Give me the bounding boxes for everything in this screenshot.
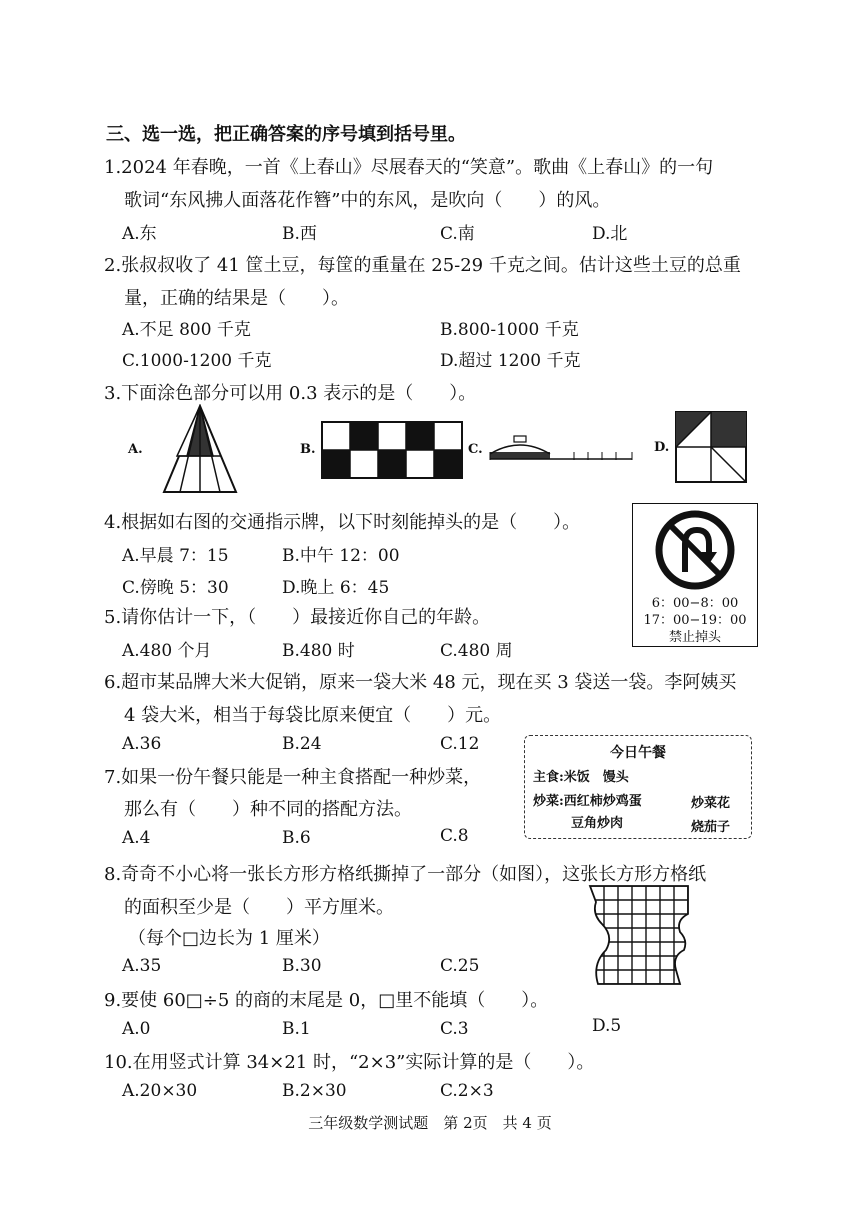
triangle-figure	[160, 404, 240, 494]
question-4-line-1: 4.根据如右图的交通指示牌，以下时刻能掉头的是（ ）。	[104, 512, 581, 533]
menu-dish-2: 豆角炒肉	[571, 816, 624, 831]
menu-dish-2b: 烧茄子	[691, 820, 731, 835]
question-1-line-2: 歌词“东风拂人面落花作簪”中的东风，是吹向（ ）的风。	[124, 190, 611, 211]
question-8-option-b[interactable]: B.30	[282, 956, 322, 976]
question-10-option-b[interactable]: B.2×30	[282, 1081, 347, 1101]
question-9-option-c[interactable]: C.3	[440, 1019, 469, 1039]
question-6-option-a[interactable]: A.36	[122, 734, 162, 754]
question-9-option-d[interactable]: D.5	[592, 1016, 622, 1036]
question-3-option-d[interactable]: D.	[654, 440, 670, 455]
question-1-line-1: 1.2024 年春晚，一首《上春山》尽展春天的“笑意”。歌曲《上春山》的一句	[104, 157, 714, 178]
page-footer: 三年级数学测试题 第 2页 共 4 页	[308, 1114, 552, 1132]
no-u-turn-sign	[632, 503, 758, 647]
menu-staple: 主食:米饭 馒头	[533, 770, 629, 785]
question-3-option-b[interactable]: B.	[300, 442, 316, 457]
square-figure	[674, 410, 748, 484]
question-4-option-a[interactable]: A.早晨 7：15	[122, 546, 229, 566]
menu-title: 今日午餐	[610, 745, 666, 761]
question-2-option-a[interactable]: A.不足 800 千克	[122, 320, 251, 340]
question-7-option-c[interactable]: C.8	[440, 826, 469, 846]
question-9-line-1: 9.要使 60□÷5 的商的末尾是 0，□里不能填（ ）。	[104, 990, 549, 1011]
question-3-option-a[interactable]: A.	[128, 442, 143, 457]
question-9-option-b[interactable]: B.1	[282, 1019, 311, 1039]
sign-caption: 禁止掉头	[668, 630, 721, 645]
question-3-line-1: 3.下面涂色部分可以用 0.3 表示的是（ ）。	[104, 383, 477, 404]
question-2-option-b[interactable]: B.800-1000 千克	[440, 320, 579, 340]
question-5-line-1: 5.请你估计一下，（ ）最接近你自己的年龄。	[104, 607, 491, 628]
question-7-line-2: 那么有（ ）种不同的搭配方法。	[124, 799, 412, 820]
lunch-menu-card	[524, 735, 752, 839]
question-8-line-3: （每个□边长为 1 厘米）	[128, 928, 330, 949]
menu-dish-1: 炒菜:西红柿炒鸡蛋	[533, 794, 642, 809]
question-2-option-c[interactable]: C.1000-1200 千克	[122, 351, 272, 371]
question-3-option-c[interactable]: C.	[468, 442, 483, 457]
sign-time-1: 6：00−8：00	[651, 596, 739, 611]
question-10-option-a[interactable]: A.20×30	[122, 1081, 198, 1101]
question-9-option-a[interactable]: A.0	[122, 1019, 151, 1039]
question-6-line-1: 6.超市某品牌大米大促销，原来一袋大米 48 元，现在买 3 袋送一袋。李阿姨买	[104, 672, 737, 693]
question-8-line-2: 的面积至少是（ ）平方厘米。	[124, 897, 394, 918]
question-10-option-c[interactable]: C.2×3	[440, 1081, 494, 1101]
grid-rectangle-figure	[320, 420, 466, 482]
question-1-option-d[interactable]: D.北	[592, 224, 628, 244]
question-4-option-b[interactable]: B.中午 12：00	[282, 546, 400, 566]
question-7-line-1: 7.如果一份午餐只能是一种主食搭配一种炒菜，	[104, 767, 482, 788]
question-2-line-1: 2.张叔叔收了 41 筐土豆，每筐的重量在 25-29 千克之间。估计这些土豆的总重	[104, 255, 741, 276]
question-7-option-a[interactable]: A.4	[122, 828, 151, 848]
sign-time-2: 17：00−19：00	[643, 613, 747, 628]
question-1-option-a[interactable]: A.东	[122, 224, 157, 244]
question-5-option-b[interactable]: B.480 时	[282, 641, 355, 661]
question-6-line-2: 4 袋大米，相当于每袋比原来便宜（ ）元。	[124, 705, 502, 726]
question-4-option-c[interactable]: C.傍晚 5：30	[122, 578, 229, 598]
question-8-option-a[interactable]: A.35	[122, 956, 162, 976]
question-4-option-d[interactable]: D.晚上 6：45	[282, 578, 390, 598]
question-7-option-b[interactable]: B.6	[282, 828, 311, 848]
section-title: 三、选一选，把正确答案的序号填到括号里。	[106, 124, 466, 145]
question-1-option-c[interactable]: C.南	[440, 224, 475, 244]
question-6-option-c[interactable]: C.12	[440, 734, 480, 754]
question-5-option-a[interactable]: A.480 个月	[122, 641, 212, 661]
number-line-figure	[486, 430, 636, 466]
menu-dish-1b: 炒菜花	[691, 796, 731, 811]
question-10-line-1: 10.在用竖式计算 34×21 时，“2×3”实际计算的是（ ）。	[104, 1052, 595, 1073]
question-8-line-1: 8.奇奇不小心将一张长方形方格纸撕掉了一部分（如图），这张长方形方格纸	[104, 864, 707, 885]
question-5-option-c[interactable]: C.480 周	[440, 641, 513, 661]
torn-grid-paper-figure	[588, 884, 698, 990]
question-6-option-b[interactable]: B.24	[282, 734, 322, 754]
question-1-option-b[interactable]: B.西	[282, 224, 317, 244]
question-8-option-c[interactable]: C.25	[440, 956, 480, 976]
question-2-line-2: 量，正确的结果是（ ）。	[124, 288, 349, 309]
no-u-turn-icon	[655, 510, 735, 590]
question-2-option-d[interactable]: D.超过 1200 千克	[440, 351, 581, 371]
